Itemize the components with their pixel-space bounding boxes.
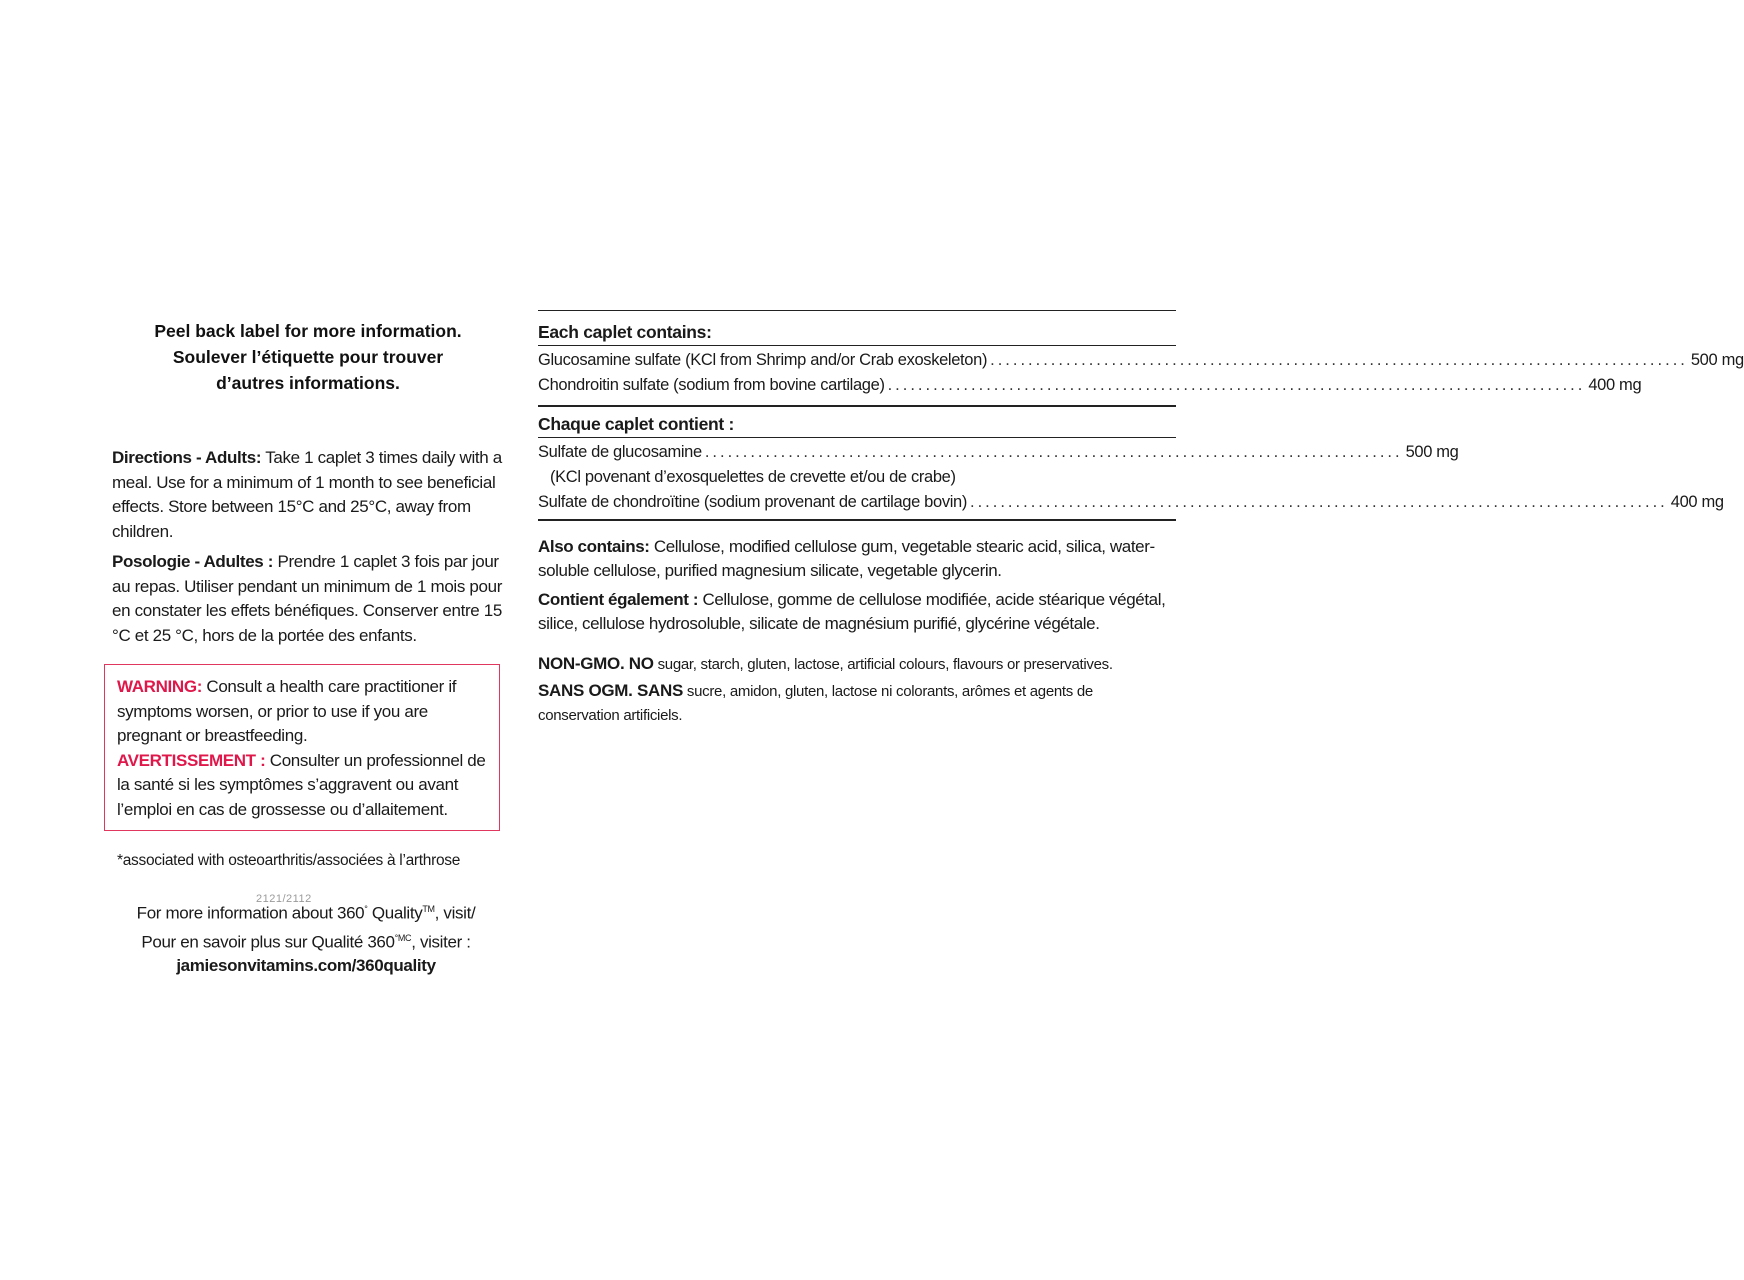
non-gmo-statement bbox=[538, 652, 1176, 677]
ingredient-name: Chondroitin sulfate (sodium from bovine cartilage) bbox=[538, 376, 885, 394]
each-caplet-title: Each caplet contains: bbox=[538, 322, 712, 342]
leader-dots: ............................................................................................ bbox=[887, 376, 1586, 394]
peel-line-fr-2: d’autres informations. bbox=[216, 373, 400, 393]
trademark-mark: TM bbox=[422, 904, 435, 914]
posologie-label: Posologie - Adultes : bbox=[112, 552, 274, 571]
also-contains-text: Cellulose, modified cellulose gum, vegetable stearic acid, silica, water-soluble cellulose, purified magnesium silicate, vegetable glycerin. bbox=[538, 537, 1155, 580]
visit-text: , visit/ bbox=[434, 903, 476, 923]
more-info-fr bbox=[104, 926, 508, 955]
ingredient-amount: 500 mg bbox=[1690, 351, 1744, 369]
more-info-en bbox=[104, 897, 508, 926]
contient-label: Contient également : bbox=[538, 590, 699, 609]
ingredient-source-note: (KCl povenant d’exosquelettes de crevette et/ou de crabe) bbox=[550, 468, 956, 486]
leader-dots: ............................................................................................ bbox=[990, 351, 1688, 369]
sans-ogm-statement bbox=[538, 679, 1176, 728]
posologie-text: Prendre 1 caplet 3 fois par jour au repas. Utiliser pendant un minimum de 1 mois pour en constater les effets bénéfiques. Conserver entre 15 °C et 25 °C, hors de la portée des enfants. bbox=[112, 552, 502, 645]
warning-en bbox=[117, 675, 493, 749]
chaque-caplet-title: Chaque caplet contient : bbox=[538, 414, 735, 434]
leader-dots: ............................................................................................ bbox=[970, 493, 1668, 511]
ingredient-row-glucosamine bbox=[538, 348, 1744, 373]
divider bbox=[538, 345, 1176, 346]
directions-label: Directions - Adults: bbox=[112, 448, 262, 467]
sans-ogm-text: sucre, amidon, gluten, lactose ni colorants, arômes et agents de conservation artificiels. bbox=[538, 683, 1093, 724]
ingredient-name: Glucosamine sulfate (KCl from Shrimp and/or Crab exoskeleton) bbox=[538, 351, 988, 369]
non-gmo-text: sugar, starch, gluten, lactose, artificial colours, flavours or preservatives. bbox=[653, 656, 1113, 673]
associated-note: *associated with osteoarthritis/associées à l’arthrose bbox=[117, 852, 461, 869]
ingredient-name: Sulfate de glucosamine bbox=[538, 443, 702, 461]
ingredient-row-chondroitin bbox=[538, 373, 1642, 398]
more-info bbox=[104, 897, 508, 978]
posologie-adultes bbox=[112, 550, 504, 648]
peel-line-en: Peel back label for more information. bbox=[154, 321, 462, 341]
lot-code: 2121/2112 bbox=[256, 893, 312, 905]
contient-egalement bbox=[538, 588, 1176, 636]
warning-text: Consult a health care practitioner if symptoms worsen, or prior to use if you are pregnant or breastfeeding. bbox=[117, 677, 457, 745]
degree-mark: ° bbox=[364, 904, 368, 914]
divider bbox=[538, 519, 1176, 521]
left-column bbox=[112, 318, 504, 648]
directions-text: Take 1 caplet 3 times daily with a meal. Use for a minimum of 1 month to see beneficial effects. Store between 15°C and 25°C, away from children. bbox=[112, 448, 502, 541]
also-contains-label: Also contains: bbox=[538, 537, 650, 556]
ingredient-name: Sulfate de chondroïtine (sodium provenant de cartilage bovin) bbox=[538, 493, 968, 511]
also-contains bbox=[538, 535, 1176, 583]
peel-back-notice bbox=[112, 318, 504, 396]
leader-dots: ............................................................................................ bbox=[704, 443, 1403, 461]
ingredient-amount: 500 mg bbox=[1405, 443, 1459, 461]
warning-label: WARNING: bbox=[117, 677, 203, 696]
directions-adults bbox=[112, 446, 504, 544]
divider bbox=[538, 437, 1176, 438]
sans-ogm-label: SANS OGM. SANS bbox=[538, 681, 684, 700]
more-info-en-text: For more information about 360 bbox=[136, 903, 365, 923]
non-gmo-label: NON-GMO. NO bbox=[538, 654, 654, 673]
mc-mark: °MC bbox=[394, 932, 412, 943]
warning-box bbox=[104, 664, 500, 831]
peel-line-fr-1: Soulever l’étiquette pour trouver bbox=[172, 347, 444, 367]
visiter-text: , visiter : bbox=[411, 932, 471, 952]
website-url: jamiesonvitamins.com/360quality bbox=[176, 956, 436, 976]
ingredient-amount: 400 mg bbox=[1588, 376, 1642, 394]
more-info-fr-text: Pour en savoir plus sur Qualité 360 bbox=[141, 932, 395, 952]
warning-fr bbox=[117, 749, 493, 823]
ingredient-row-chondroitin-fr bbox=[538, 490, 1724, 515]
avertissement-label: AVERTISSEMENT : bbox=[117, 750, 266, 770]
divider-top bbox=[538, 310, 1176, 311]
ingredient-row-glucosamine-fr bbox=[538, 440, 1459, 465]
ingredient-amount: 400 mg bbox=[1670, 493, 1724, 511]
right-column bbox=[538, 310, 1744, 728]
quality-text: Quality bbox=[367, 903, 423, 923]
contient-text: Cellulose, gomme de cellulose modifiée, acide stéarique végétal, silice, cellulose hydrosoluble, silicate de magnésium purifié, glycérine végétale. bbox=[538, 590, 1166, 633]
avertissement-text: Consulter un professionnel de la santé si les symptômes s’aggravent ou avant l’emploi en cas de grossesse ou d’allaitement. bbox=[117, 750, 486, 819]
